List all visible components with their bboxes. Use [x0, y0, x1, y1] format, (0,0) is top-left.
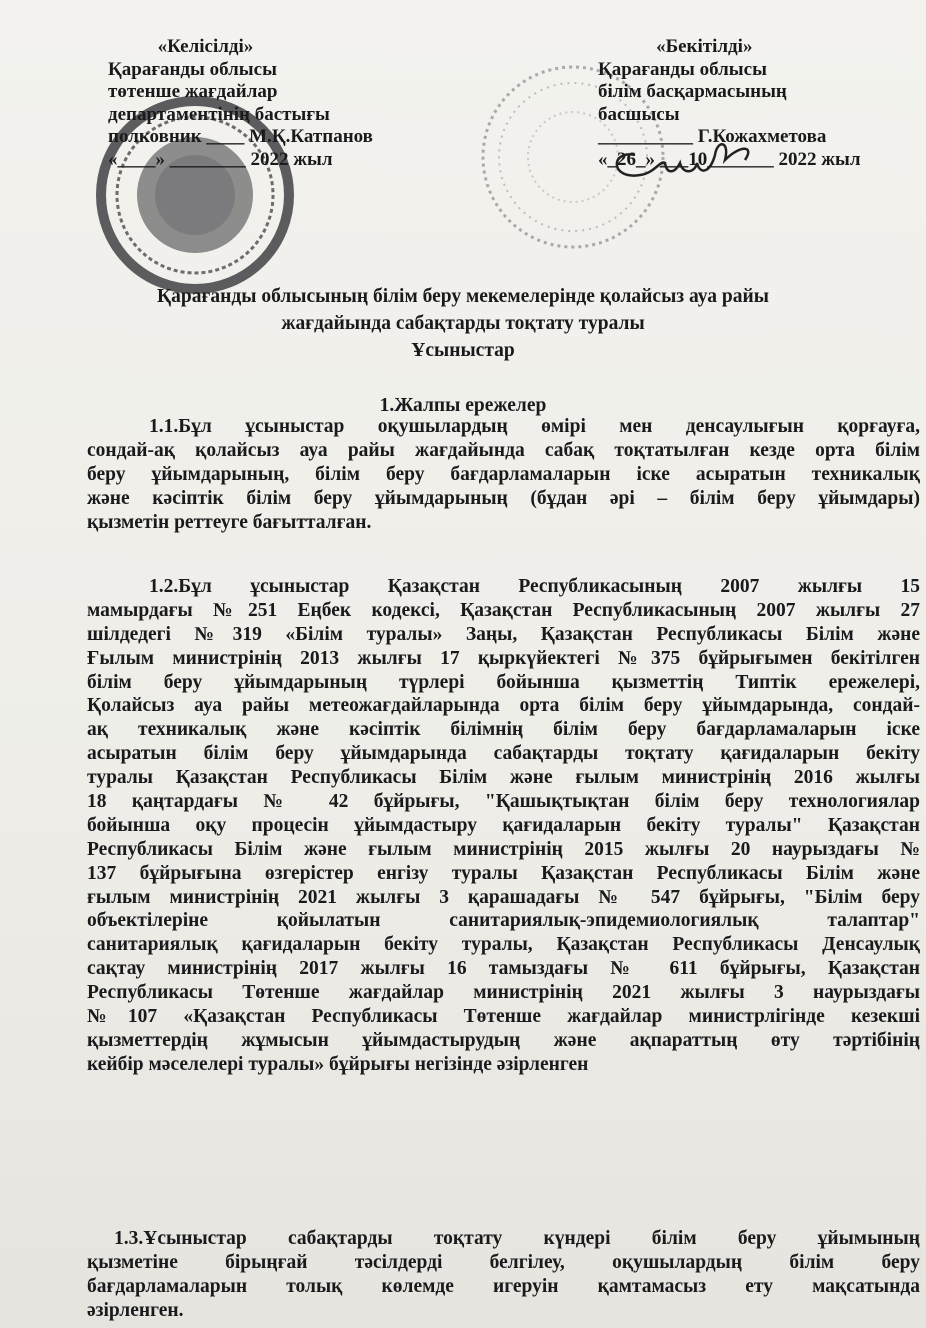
agreed-line: төтенше жағдайлар [108, 81, 278, 102]
text-line: беру ұйымдарының, білім беру бағдарламаларын іске асыратын техникалық [87, 463, 920, 485]
text-line: 1.3.Ұсыныстар сабақтарды тоқтату күндері білім беру ұйымының [114, 1228, 920, 1249]
approved-signatory: __________ Г.Кожахметова [598, 126, 827, 147]
text-line: сақтау министрінің 2017 жылғы 16 тамыздағы № 611 бұйрығы, Қазақстан [87, 958, 920, 980]
section-heading: 1.Жалпы ережелер [379, 395, 547, 416]
text-line: объектілеріне қойылатын санитариялық-эпидемиологиялық талаптар" [87, 910, 920, 932]
text-line: сондай-ақ қолайсыз ауа райы жағдайында сабақ тоқтатылған кезде орта білім [87, 439, 920, 461]
paragraph-1-3 [87, 1227, 920, 1323]
text-line: туралы Қазақстан Республикасы Білім және ғылым министрінің 2016 жылғы [87, 767, 920, 789]
approval-block-agreed [108, 36, 373, 171]
document-title [0, 283, 926, 364]
agreed-signatory: полковник ____ М.Қ.Катпанов [108, 126, 373, 147]
text-line: ақ техникалық және кәсіптік білімнің білім беру бағдарламаларын іске [87, 719, 920, 741]
text-line: Республикасы Төтенше жағдайлар министрінің 2021 жылғы 3 наурыздағы [87, 982, 920, 1004]
text-line: санитариялық қағидаларын бекіту туралы, Қазақстан Республикасы Денсаулық [87, 934, 920, 956]
text-line: кейбір мәселелері туралы» бұйрығы негізінде әзірленген [87, 1053, 589, 1075]
text-line: қызметіне бірыңғай тәсілдерді белгілеу, оқушылардың білім беру [87, 1251, 920, 1273]
text-line: қызметтердің жұмысын ұйымдастырудың және ақпараттың өту тәртібінің [87, 1029, 920, 1051]
text-line: бағдарламаларын толық көлемде игеруін қамтамасыз ету мақсатында [87, 1275, 920, 1297]
text-line: 137 бұйрығына өзгерістер енгізу туралы Қазақстан Республикасы Білім және [87, 862, 920, 884]
approved-label: «Бекітілді» [656, 36, 753, 57]
paragraph-1-1 [87, 415, 920, 534]
agreed-line: Қарағанды облысы [108, 58, 277, 80]
text-line: асыратын білім беру ұйымдарында сабақтарды тоқтату қағидаларын бекіту [87, 743, 920, 765]
title-line: жағдайында сабақтарды тоқтату туралы [281, 313, 645, 334]
approved-line: Қарағанды облысы [598, 58, 767, 80]
paragraph-1-2 [87, 575, 920, 1077]
agreed-label: «Келісілді» [157, 36, 254, 57]
text-line: Республикасы Білім және ғылым министрінің 2015 жылғы 20 наурыздағы № [87, 838, 920, 860]
text-line: мамырдағы №251 Еңбек кодексі, Қазақстан Республикасының 2007 жылғы 27 [87, 599, 920, 621]
title-subtitle: Ұсыныстар [411, 340, 515, 361]
handwritten-signature [605, 135, 765, 185]
text-line: және кәсіптік білім беру ұйымдарының (бұдан әрі – білім беру ұйымдары) [87, 487, 920, 509]
approved-date: «_26_» ___10_______ 2022 жыл [598, 148, 861, 170]
approved-line: білім басқармасының [598, 81, 787, 102]
text-line: шілдедегі №319 «Білім туралы» Заңы, Қазақстан Республикасы Білім және [87, 623, 920, 645]
text-line: Қолайсыз ауа райы метеожағдайларында орта білім беру ұйымдарында, сондай- [87, 695, 920, 717]
approved-line: басшысы [598, 103, 680, 125]
text-line: 1.1.Бұл ұсыныстар оқушылардың өмірі мен денсаулығын қорғауға, [149, 416, 920, 437]
text-line: 18 қаңтардағы № 42 бұйрығы, "Қашықтықтан білім беру технологиялар [87, 791, 920, 813]
text-line: Ғылым министрінің 2013 жылғы 17 қыркүйектегі №375 бұйрығымен бекітілген [87, 647, 920, 669]
text-line: білім беру ұйымдарының түрлері бойынша қызметтің Типтік ережелері, [87, 671, 920, 693]
agreed-line: департаментінің бастығы [108, 103, 330, 125]
title-line: Қарағанды облысының білім беру мекемелерінде қолайсыз ауа райы [157, 286, 769, 307]
text-line: бойынша оқу процесін ұйымдастыру қағидаларын бекіту туралы" Қазақстан [87, 814, 920, 836]
text-line: 1.2.Бұл ұсыныстар Қазақстан Республикасының 2007 жылғы 15 [149, 576, 920, 597]
text-line: №107 «Қазақстан Республикасы Төтенше жағдайлар министрлігінде кезекші [87, 1006, 920, 1028]
text-line: қызметін реттеуге бағытталған. [87, 511, 372, 533]
text-line: ғылым министрінің 2021 жылғы 3 қарашадағы № 547 бұйрығы, "Білім беру [87, 886, 920, 908]
agreed-date: «____» ________ 2022 жыл [108, 148, 333, 170]
text-line: әзірленген. [87, 1299, 184, 1321]
